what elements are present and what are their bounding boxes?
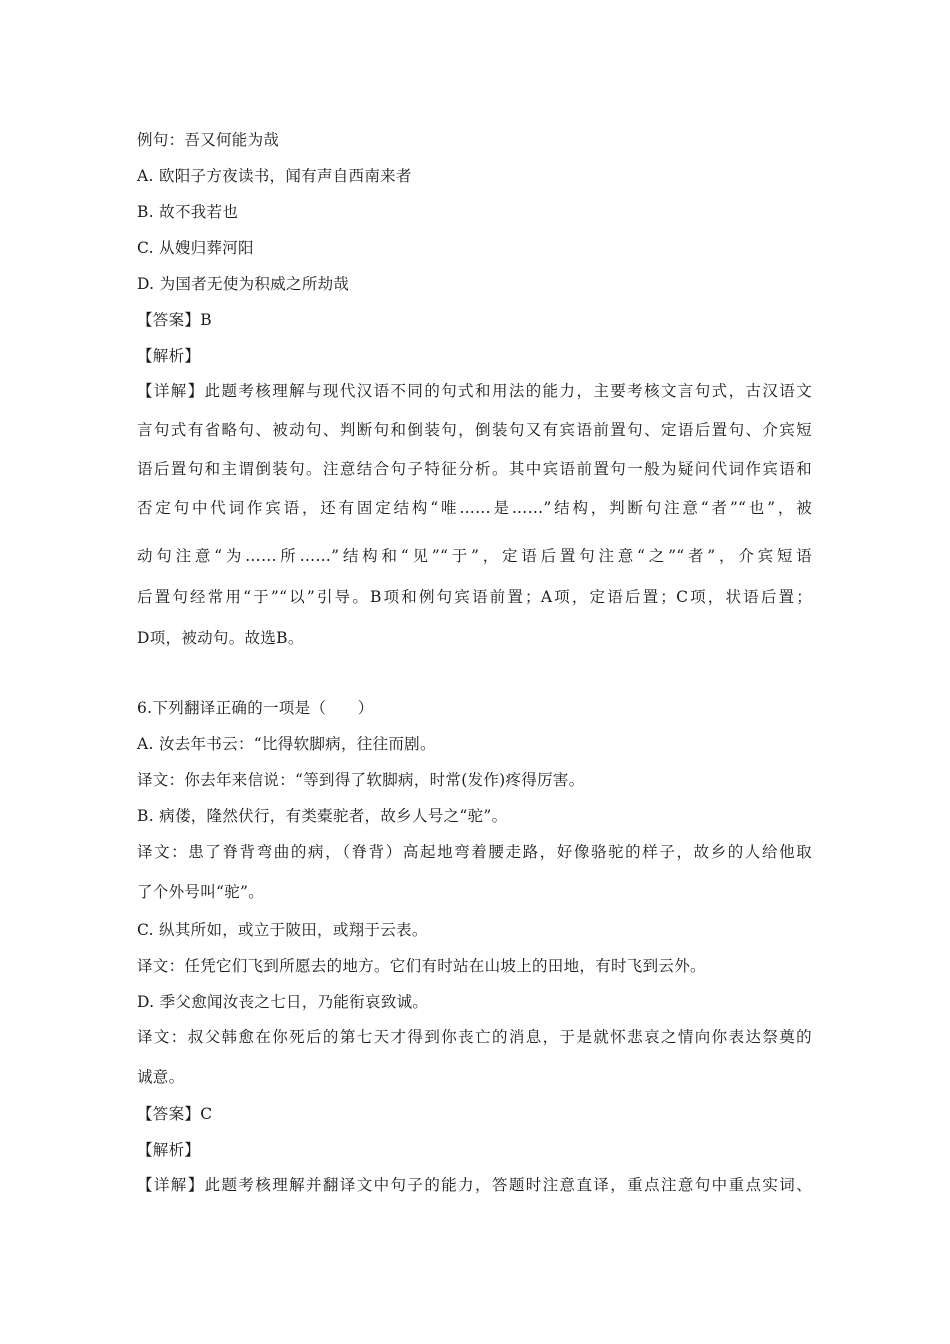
q5-analysis-heading: 【解析】 (137, 347, 201, 365)
q5-detail-line: 否定句中代词作宾语，还有固定结构“唯……是……”结构，判断句注意“者”“也”，被 (137, 499, 812, 517)
q5-option-d: D. 为国者无使为积威之所劫哉 (137, 275, 350, 293)
q6-translation-b: 译文：患了脊背弯曲的病，（脊背）高起地弯着腰走路，好像骆驼的样子，故乡的人给他取 (137, 843, 812, 861)
q5-detail-line: 后置句经常用“于”“以”引导。B项和例句宾语前置；A项，定语后置；C项，状语后置； (137, 588, 812, 606)
q6-detail-line: 【详解】此题考核理解并翻译文中句子的能力，答题时注意直译，重点注意句中重点实词、 (137, 1176, 812, 1194)
q5-detail-line: 动句注意“为……所……”结构和“见”“于”，定语后置句注意“之”“者”，介宾短语 (137, 547, 812, 565)
q5-option-b: B. 故不我若也 (137, 203, 239, 221)
q6-option-a: A. 汝去年书云：“比得软脚病，往往而剧。 (137, 735, 436, 753)
q6-option-b: B. 病偻，隆然伏行，有类橐驼者，故乡人号之“驼”。 (137, 807, 508, 825)
q5-answer: 【答案】B (137, 311, 212, 329)
q5-option-c: C. 从嫂归葬河阳 (137, 239, 254, 257)
q5-detail-line: 语后置句和主谓倒装句。注意结合句子特征分析。其中宾语前置句一般为疑问代词作宾语和 (137, 460, 812, 478)
q6-translation-c: 译文：任凭它们飞到所愿去的地方。它们有时站在山坡上的田地，有时飞到云外。 (137, 957, 706, 975)
q5-detail-line: 【详解】此题考核理解与现代汉语不同的句式和用法的能力，主要考核文言句式，古汉语文 (137, 382, 812, 400)
q6-option-d: D. 季父愈闻汝丧之七日，乃能衔哀致诚。 (137, 993, 429, 1011)
q6-translation-b-cont: 了个外号叫“驼”。 (137, 883, 265, 901)
q6-translation-d-cont: 诚意。 (137, 1068, 185, 1086)
q5-detail-line: D项，被动句。故选B。 (137, 629, 304, 647)
q6-analysis-heading: 【解析】 (137, 1141, 201, 1159)
q6-answer: 【答案】C (137, 1105, 213, 1123)
q6-translation-d: 译文：叔父韩愈在你死后的第七天才得到你丧亡的消息，于是就怀悲哀之情向你表达祭奠的 (137, 1028, 812, 1046)
q6-translation-a: 译文：你去年来信说：“等到得了软脚病，时常(发作)疼得厉害。 (137, 771, 585, 789)
q5-detail-line: 言句式有省略句、被动句、判断句和倒装句，倒装句又有宾语前置句、定语后置句、介宾短 (137, 421, 812, 439)
q5-example-sentence: 例句：吾又何能为哉 (137, 131, 280, 149)
q6-stem: 6.下列翻译正确的一项是（ ） (137, 699, 374, 717)
q5-option-a: A. 欧阳子方夜读书，闻有声自西南来者 (137, 167, 412, 185)
q6-option-c: C. 纵其所如，或立于陂田，或翔于云表。 (137, 921, 428, 939)
